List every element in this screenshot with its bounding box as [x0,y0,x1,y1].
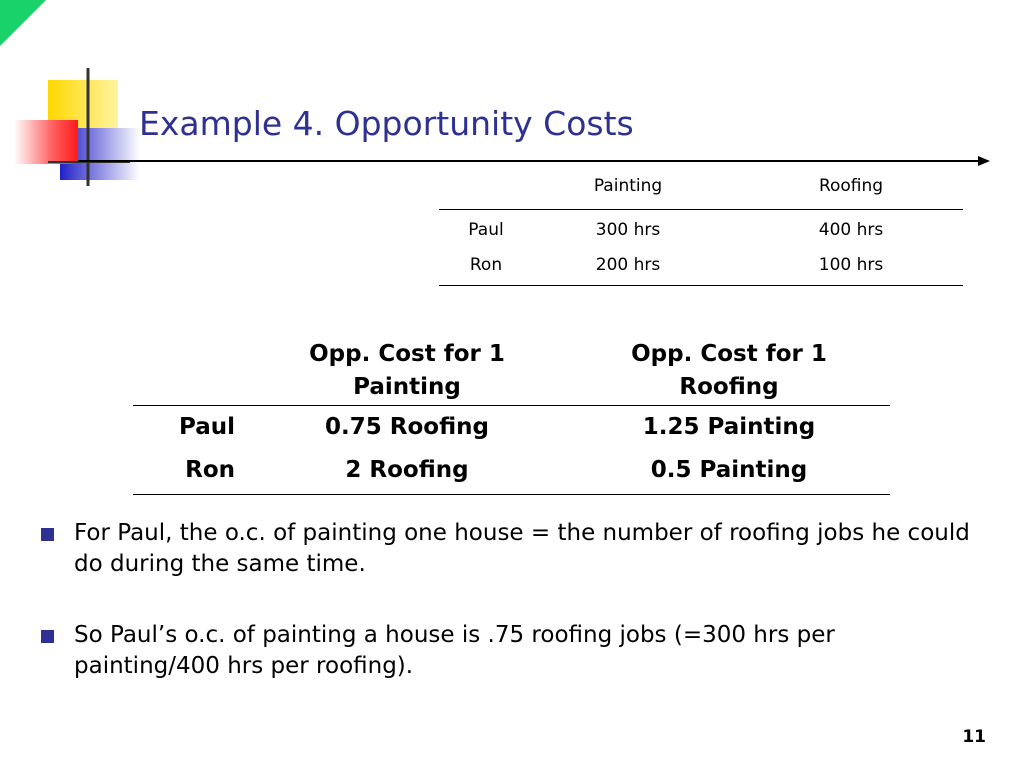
row-name: Ron [185,457,235,483]
roofing-hours: 400 hrs [818,220,884,240]
opp-cost-roofing: 0.5 Painting [650,457,808,483]
slide-logo-decoration [10,66,150,196]
header-line: Opp. Cost for 1 [309,341,505,367]
painting-hours: 300 hrs [595,220,661,240]
title-arrow-rule [78,154,990,168]
table-row [133,450,890,495]
slide-title: Example 4. Opportunity Costs [139,104,634,143]
row-name: Paul [468,220,504,240]
header-opp-cost-painting [309,338,505,404]
row-name: Paul [178,414,235,440]
square-bullet-icon [41,528,54,541]
header-line: Roofing [679,374,779,400]
bullet-text: For Paul, the o.c. of painting one house = the number of roofing jobs he could do during the same time. [74,520,970,577]
opportunity-cost-table [133,336,890,495]
row-name: Ron [469,255,503,275]
hours-table-header [439,170,963,210]
painting-hours: 200 hrs [595,255,661,275]
hours-table [439,170,963,286]
bullet-item [41,518,971,580]
table-row [439,247,963,286]
opp-cost-painting: 2 Roofing [345,457,469,483]
bullet-text: So Paul’s o.c. of painting a house is .75 roofing jobs (=300 hrs per painting/400 hrs per roofing). [74,622,835,679]
opp-cost-painting: 0.75 Roofing [325,414,489,440]
header-line: Painting [353,374,461,400]
corner-triangle-decoration [0,0,50,50]
header-roofing: Roofing [818,176,884,196]
bullet-list [41,518,971,722]
roofing-hours: 100 hrs [818,255,884,275]
header-line: Opp. Cost for 1 [631,341,827,367]
bullet-item [41,620,971,682]
square-bullet-icon [41,630,54,643]
page-number: 11 [962,727,986,747]
header-painting: Painting [593,176,663,196]
opp-cost-roofing: 1.25 Painting [642,414,816,440]
header-opp-cost-roofing [631,338,827,404]
table-row [133,406,890,450]
table-row [439,210,963,247]
opp-cost-table-header [133,336,890,406]
